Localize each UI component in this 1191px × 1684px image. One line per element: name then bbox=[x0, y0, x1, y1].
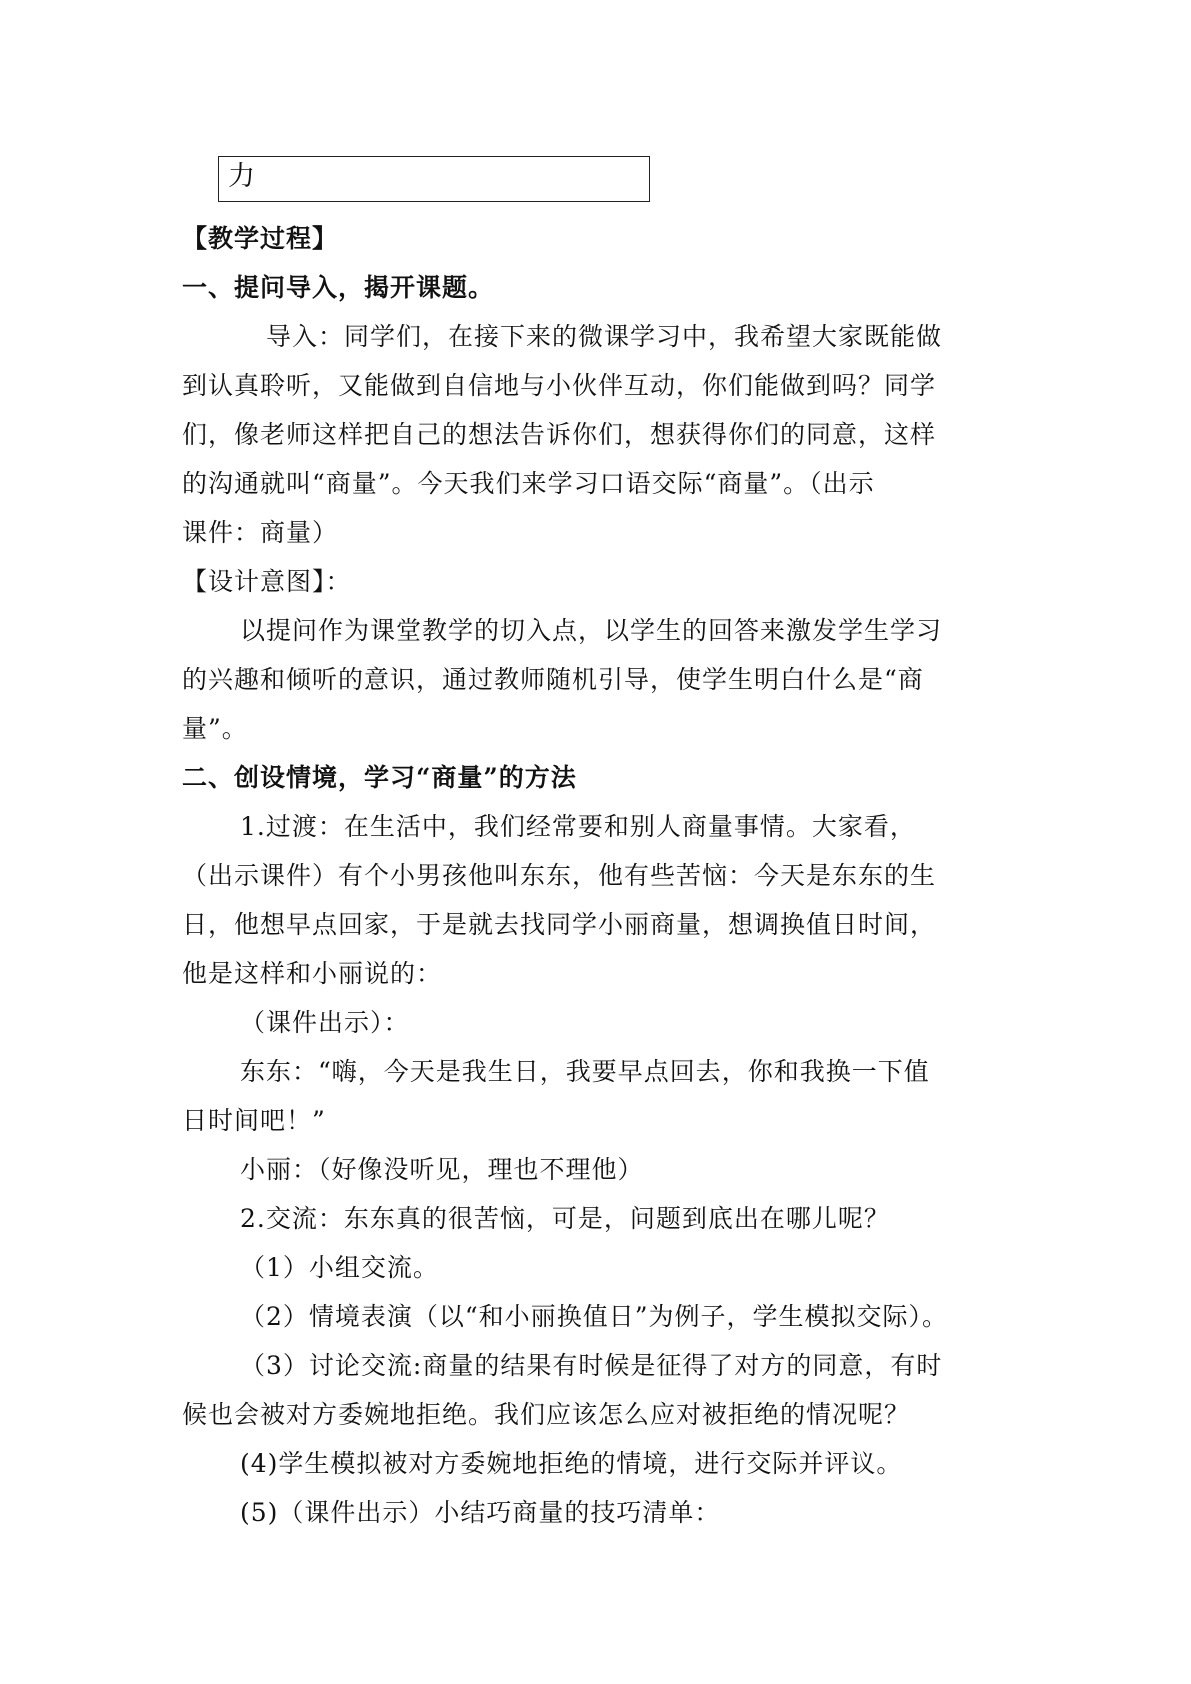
paragraph-line: 的沟通就叫“商量”。今天我们来学习口语交际“商量”。（出示 bbox=[182, 469, 875, 498]
paragraph-line: 导入：同学们，在接下来的微课学习中，我希望大家既能做 bbox=[266, 322, 943, 351]
dialogue-line: 东东：“嗨，今天是我生日，我要早点回去，你和我换一下值 bbox=[240, 1057, 930, 1086]
paragraph-line: 候也会被对方委婉地拒绝。我们应该怎么应对被拒绝的情况呢？ bbox=[182, 1400, 911, 1429]
paragraph-line: 课件：商量） bbox=[182, 518, 339, 547]
dialogue-line: 日时间吧！” bbox=[182, 1106, 326, 1135]
paragraph-line: 以提问作为课堂教学的切入点，以学生的回答来激发学生学习 bbox=[240, 616, 943, 645]
heading-part-one: 一、提问导入，揭开课题。 bbox=[182, 273, 495, 302]
paragraph-line: 他是这样和小丽说的： bbox=[182, 959, 443, 988]
list-item: (5)（课件出示）小结巧商量的技巧清单： bbox=[240, 1498, 721, 1527]
dialogue-line: 小丽：（好像没听见，理也不理他） bbox=[240, 1155, 644, 1184]
paragraph-line: 到认真聆听，又能做到自信地与小伙伴互动，你们能做到吗？同学 bbox=[182, 371, 937, 400]
paragraph-line: 2.交流：东东真的很苦恼，可是，问题到底出在哪儿呢？ bbox=[240, 1204, 890, 1233]
paragraph-line: 们，像老师这样把自己的想法告诉你们，想获得你们的同意，这样 bbox=[182, 420, 937, 449]
heading-part-two: 二、创设情境，学习“商量”的方法 bbox=[182, 763, 577, 792]
paragraph-line: 1.过渡：在生活中，我们经常要和别人商量事情。大家看， bbox=[240, 812, 916, 841]
paragraph-line: （出示课件）有个小男孩他叫东东，他有些苦恼：今天是东东的生 bbox=[182, 861, 937, 890]
section-heading-teaching-process: 【教学过程】 bbox=[182, 224, 339, 253]
paragraph-line: 日，他想早点回家，于是就去找同学小丽商量，想调换值日时间， bbox=[182, 910, 937, 939]
list-item: （3）讨论交流:商量的结果有时候是征得了对方的同意，有时 bbox=[240, 1351, 943, 1380]
paragraph-line: 量”。 bbox=[182, 714, 248, 743]
paragraph-line: 的兴趣和倾听的意识，通过教师随机引导，使学生明白什么是“商 bbox=[182, 665, 924, 694]
design-intent-label: 【设计意图】： bbox=[182, 567, 352, 596]
boxed-cell-text: 力 bbox=[228, 161, 255, 192]
list-item: （2）情境表演（以“和小丽换值日”为例子，学生模拟交际）。 bbox=[240, 1302, 948, 1331]
list-item: （1）小组交流。 bbox=[240, 1253, 439, 1282]
boxed-cell bbox=[218, 156, 650, 202]
list-item: (4)学生模拟被对方委婉地拒绝的情境，进行交际并评议。 bbox=[240, 1449, 903, 1478]
paragraph-line: （课件出示）： bbox=[240, 1008, 410, 1037]
